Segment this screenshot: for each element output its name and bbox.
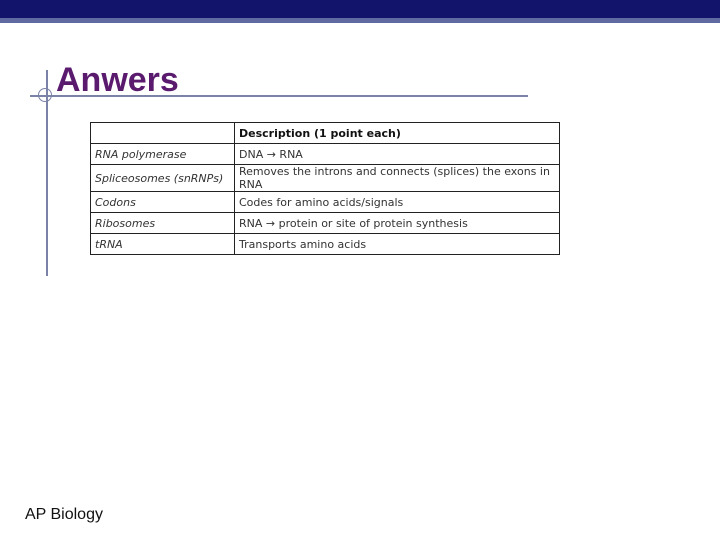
term-cell: tRNA xyxy=(91,234,235,255)
table-header-row xyxy=(91,123,560,144)
description-cell: Codes for amino acids/signals xyxy=(235,192,560,213)
table-row xyxy=(91,192,560,213)
description-cell: Transports amino acids xyxy=(235,234,560,255)
crosshair-icon xyxy=(38,88,52,102)
term-cell: Ribosomes xyxy=(91,213,235,234)
term-cell: Spliceosomes (snRNPs) xyxy=(91,165,235,192)
table-row xyxy=(91,144,560,165)
table-row xyxy=(91,234,560,255)
table-row xyxy=(91,213,560,234)
table-header-cell xyxy=(91,123,235,144)
answers-table xyxy=(90,122,560,255)
term-cell: Codons xyxy=(91,192,235,213)
table-header-cell: Description (1 point each) xyxy=(235,123,560,144)
description-cell: DNA → RNA xyxy=(235,144,560,165)
top-banner-stripe xyxy=(0,18,720,23)
description-cell: Removes the introns and connects (splices) the exons in RNA xyxy=(235,165,560,192)
description-cell: RNA → protein or site of protein synthesis xyxy=(235,213,560,234)
table-row xyxy=(91,165,560,192)
footer-label: AP Biology xyxy=(25,506,103,523)
slide-title: Anwers xyxy=(56,61,179,99)
term-cell: RNA polymerase xyxy=(91,144,235,165)
top-banner xyxy=(0,0,720,18)
